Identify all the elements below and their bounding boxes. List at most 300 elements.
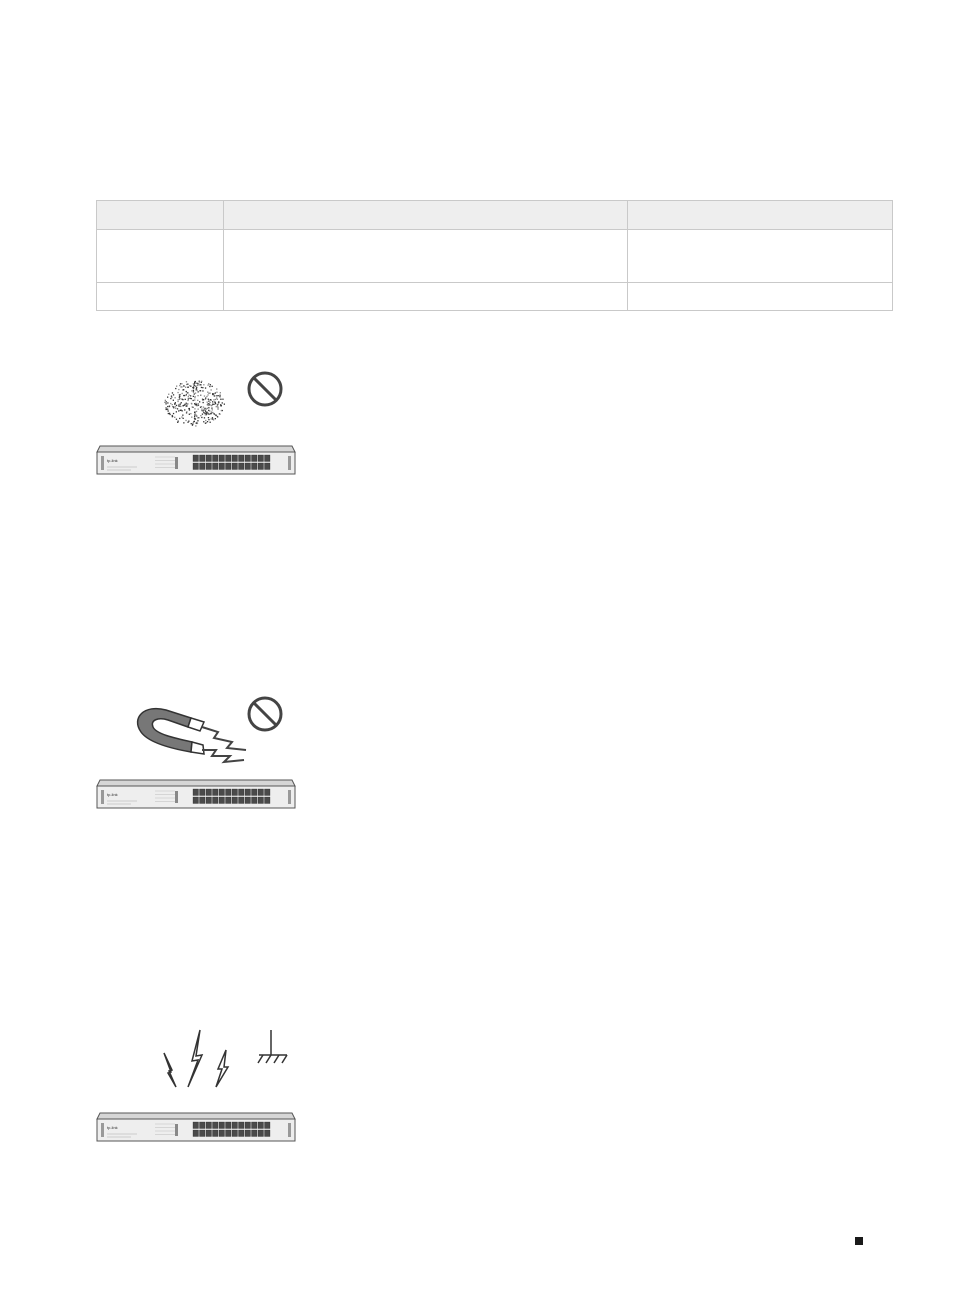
ethernet-port: [239, 455, 245, 462]
dust-particle: [180, 406, 181, 407]
dust-particle: [200, 395, 201, 396]
dust-particle: [166, 409, 167, 410]
dust-particle: [179, 398, 180, 399]
dust-particle: [199, 381, 200, 382]
dust-particle: [203, 410, 204, 411]
dust-particle: [198, 391, 199, 392]
dust-particle: [224, 404, 225, 405]
dust-particle: [183, 418, 184, 419]
dust-particle: [212, 401, 213, 402]
dust-particle: [209, 402, 210, 403]
dust-particle: [209, 386, 210, 387]
dust-particle: [203, 399, 204, 400]
dust-particle: [177, 422, 178, 423]
dust-particle: [193, 390, 194, 391]
ethernet-port: [265, 1122, 271, 1129]
dust-particle: [172, 415, 173, 416]
dust-particle: [203, 384, 204, 385]
table-header-cell: [628, 201, 893, 230]
dust-particle: [201, 410, 202, 411]
dust-particle: [210, 384, 211, 385]
dust-particle: [196, 388, 197, 389]
dust-particle: [194, 381, 195, 382]
ethernet-port: [232, 463, 238, 470]
dust-particle: [204, 417, 205, 418]
dust-particle: [191, 423, 192, 424]
dust-particle: [205, 410, 206, 411]
table-cell: [628, 283, 893, 311]
dust-warning-illustration: [96, 360, 296, 480]
ethernet-port: [219, 463, 225, 470]
table-cell: [97, 283, 224, 311]
dust-particle: [172, 392, 173, 393]
dust-particle: [173, 413, 174, 414]
dust-particle: [194, 412, 195, 413]
dust-particle: [208, 399, 209, 400]
ground-symbol-icon: [258, 1030, 287, 1063]
ethernet-port: [265, 789, 271, 796]
dust-particle: [182, 393, 183, 394]
ethernet-port: [206, 463, 212, 470]
ethernet-port: [193, 797, 199, 804]
dust-particle: [222, 402, 223, 403]
dust-particle: [175, 408, 176, 409]
ethernet-port: [258, 797, 264, 804]
dust-particle: [213, 419, 214, 420]
dust-particle: [194, 403, 195, 404]
dust-particle: [173, 394, 174, 395]
dust-particle: [202, 387, 203, 388]
dust-particle: [167, 406, 168, 407]
dust-particle: [172, 406, 173, 407]
dust-particle: [176, 419, 177, 420]
dust-particle: [219, 414, 220, 415]
dust-particle: [217, 409, 218, 410]
dust-particle: [193, 391, 194, 392]
dust-particle: [183, 385, 184, 386]
dust-particle: [197, 395, 198, 396]
dust-particle: [221, 410, 222, 411]
dust-particle: [189, 409, 190, 410]
ethernet-port: [232, 1122, 238, 1129]
dust-particle: [175, 397, 176, 398]
dust-particle: [194, 416, 195, 417]
dust-particle: [211, 389, 212, 390]
ethernet-port: [200, 1122, 206, 1129]
dust-particle: [194, 397, 195, 398]
ethernet-port: [226, 455, 232, 462]
dust-particle: [183, 405, 184, 406]
dust-particle: [185, 387, 186, 388]
dust-particle: [179, 385, 180, 386]
dust-particle: [218, 395, 219, 396]
ethernet-port: [206, 797, 212, 804]
table-row: [97, 230, 893, 283]
lightning-grounding-illustration: [96, 1025, 296, 1145]
dust-particle: [182, 410, 183, 411]
brand-logo: tp-link: [107, 792, 118, 797]
magnetic-field-icon: [202, 727, 246, 762]
dust-particle: [196, 411, 197, 412]
dust-particle: [216, 406, 217, 407]
dust-particle: [197, 405, 198, 406]
dust-particle: [214, 395, 215, 396]
dust-particle: [183, 422, 184, 423]
dust-particle: [201, 409, 202, 410]
ethernet-port: [258, 789, 264, 796]
dust-particle: [207, 408, 208, 409]
ethernet-port: [239, 797, 245, 804]
dust-particle: [201, 417, 202, 418]
dust-particle: [187, 384, 188, 385]
dust-particle: [170, 403, 171, 404]
ethernet-port: [226, 1130, 232, 1137]
dust-particle: [199, 384, 200, 385]
dust-particle: [220, 392, 221, 393]
dust-particle: [198, 409, 199, 410]
dust-particle: [191, 390, 192, 391]
ethernet-port: [258, 463, 264, 470]
table-cell: [97, 230, 224, 283]
dust-particle: [190, 395, 191, 396]
ethernet-port: [226, 463, 232, 470]
dust-particle: [193, 422, 194, 423]
dust-particle: [165, 407, 166, 408]
dust-particle: [196, 423, 197, 424]
dust-particle: [216, 397, 217, 398]
dust-particle: [198, 403, 199, 404]
dust-particle: [197, 400, 198, 401]
ethernet-port: [265, 455, 271, 462]
dust-particles-icon: [164, 381, 225, 427]
dust-particle: [184, 404, 185, 405]
ethernet-port: [226, 797, 232, 804]
dust-particle: [192, 406, 193, 407]
ethernet-port: [219, 797, 225, 804]
dust-particle: [191, 417, 192, 418]
magnet-icon: [138, 709, 204, 754]
ethernet-port: [245, 789, 251, 796]
ethernet-port: [245, 1122, 251, 1129]
dust-particle: [195, 393, 196, 394]
table-cell: [628, 230, 893, 283]
dust-particle: [194, 393, 195, 394]
dust-particle: [187, 400, 188, 401]
dust-particle: [208, 383, 209, 384]
dust-particle: [205, 423, 206, 424]
dust-particle: [207, 413, 208, 414]
dust-particle: [188, 408, 189, 409]
dust-particle: [206, 412, 207, 413]
ethernet-port: [219, 1122, 225, 1129]
dust-particle: [213, 399, 214, 400]
dust-particle: [212, 417, 213, 418]
dust-particle: [182, 399, 183, 400]
spec-table: [96, 200, 893, 311]
ethernet-port: [252, 797, 258, 804]
dust-particle: [178, 410, 179, 411]
ethernet-port: [232, 1130, 238, 1137]
dust-particle: [190, 386, 191, 387]
dust-particle: [170, 398, 171, 399]
dust-particle: [213, 404, 214, 405]
ethernet-port: [193, 463, 199, 470]
table-header-cell: [224, 201, 628, 230]
dust-particle: [202, 390, 203, 391]
ethernet-port: [200, 789, 206, 796]
ethernet-port: [213, 463, 219, 470]
dust-particle: [194, 408, 195, 409]
dust-particle: [217, 416, 218, 417]
dust-particle: [216, 395, 217, 396]
dust-particle: [186, 381, 187, 382]
dust-particle: [175, 402, 176, 403]
table-row: [97, 283, 893, 311]
dust-particle: [209, 404, 210, 405]
ethernet-port: [226, 789, 232, 796]
dust-particle: [176, 411, 177, 412]
dust-particle: [174, 403, 175, 404]
dust-particle: [194, 421, 195, 422]
dust-particle: [205, 420, 206, 421]
ethernet-port: [239, 1122, 245, 1129]
dust-particle: [205, 414, 206, 415]
dust-particle: [182, 415, 183, 416]
dust-particle: [212, 386, 213, 387]
dust-particle: [177, 408, 178, 409]
dust-particle: [201, 381, 202, 382]
dust-particle: [216, 392, 217, 393]
network-switch-icon: [97, 446, 295, 474]
ethernet-port: [206, 789, 212, 796]
dust-particle: [205, 387, 206, 388]
dust-particle: [203, 407, 204, 408]
dust-particle: [196, 387, 197, 388]
dust-particle: [173, 400, 174, 401]
dust-particle: [212, 394, 213, 395]
brand-logo: tp-link: [107, 1125, 118, 1130]
dust-particle: [212, 409, 213, 410]
ethernet-port: [258, 1130, 264, 1137]
dust-particle: [219, 395, 220, 396]
ethernet-port: [213, 1122, 219, 1129]
dust-particle: [171, 396, 172, 397]
dust-particle: [209, 414, 210, 415]
ethernet-port: [252, 1130, 258, 1137]
ethernet-port: [245, 463, 251, 470]
dust-particle: [203, 402, 204, 403]
dust-particle: [171, 397, 172, 398]
dust-particle: [187, 392, 188, 393]
dust-particle: [209, 410, 210, 411]
dust-particle: [217, 407, 218, 408]
ethernet-port: [265, 463, 271, 470]
dust-particle: [186, 411, 187, 412]
ethernet-port: [232, 789, 238, 796]
dust-particle: [217, 399, 218, 400]
dust-particle: [189, 414, 190, 415]
dust-particle: [180, 394, 181, 395]
dust-particle: [186, 391, 187, 392]
ethernet-port: [258, 455, 264, 462]
dust-particle: [200, 415, 201, 416]
table-cell: [224, 283, 628, 311]
dust-particle: [166, 401, 167, 402]
dust-particle: [202, 414, 203, 415]
dust-particle: [193, 396, 194, 397]
ethernet-port: [226, 1122, 232, 1129]
dust-particle: [180, 410, 181, 411]
dust-particle: [169, 406, 170, 407]
dust-particle: [195, 425, 196, 426]
ethernet-port: [193, 1130, 199, 1137]
table-cell: [224, 230, 628, 283]
ethernet-port: [206, 455, 212, 462]
ethernet-port: [252, 463, 258, 470]
dust-particle: [168, 413, 169, 414]
dust-particle: [177, 392, 178, 393]
network-switch-icon: [97, 780, 295, 808]
dust-particle: [208, 417, 209, 418]
dust-particle: [167, 402, 168, 403]
dust-particle: [185, 399, 186, 400]
dust-particle: [189, 395, 190, 396]
dust-particle: [209, 393, 210, 394]
dust-particle: [195, 386, 196, 387]
dust-particle: [178, 404, 179, 405]
dust-particle: [172, 404, 173, 405]
dust-particle: [214, 401, 215, 402]
ethernet-port: [239, 789, 245, 796]
dust-particle: [184, 409, 185, 410]
dust-particle: [188, 398, 189, 399]
dust-particle: [194, 399, 195, 400]
dust-particle: [194, 419, 195, 420]
dust-particle: [200, 390, 201, 391]
dust-particle: [183, 389, 184, 390]
dust-particle: [180, 383, 181, 384]
dust-particle: [186, 405, 187, 406]
dust-particle: [208, 401, 209, 402]
dust-particle: [208, 407, 209, 408]
dust-particle: [207, 385, 208, 386]
ethernet-port: [252, 455, 258, 462]
dust-particle: [203, 421, 204, 422]
dust-particle: [207, 402, 208, 403]
ethernet-port: [193, 789, 199, 796]
dust-particle: [195, 414, 196, 415]
ethernet-port: [245, 455, 251, 462]
ethernet-port: [232, 455, 238, 462]
ethernet-port: [252, 1122, 258, 1129]
dust-particle: [197, 420, 198, 421]
dust-particle: [197, 417, 198, 418]
dust-particle: [180, 386, 181, 387]
page-marker: [855, 1237, 863, 1245]
ethernet-port: [265, 797, 271, 804]
brand-logo: tp-link: [107, 458, 118, 463]
ethernet-port: [258, 1122, 264, 1129]
dust-particle: [168, 394, 169, 395]
ethernet-port: [193, 455, 199, 462]
ethernet-port: [213, 455, 219, 462]
ethernet-port: [213, 797, 219, 804]
dust-particle: [188, 396, 189, 397]
ethernet-port: [252, 789, 258, 796]
dust-particle: [206, 396, 207, 397]
dust-particle: [204, 395, 205, 396]
dust-particle: [193, 383, 194, 384]
dust-particle: [186, 394, 187, 395]
dust-particle: [208, 405, 209, 406]
dust-particle: [194, 384, 195, 385]
ethernet-port: [200, 1130, 206, 1137]
prohibited-icon: [249, 373, 281, 405]
dust-particle: [165, 400, 166, 401]
dust-particle: [192, 425, 193, 426]
ethernet-port: [200, 463, 206, 470]
ethernet-port: [245, 1130, 251, 1137]
dust-particle: [198, 383, 199, 384]
dust-particle: [181, 402, 182, 403]
ethernet-port: [219, 1130, 225, 1137]
dust-particle: [175, 388, 176, 389]
dust-particle: [203, 412, 204, 413]
dust-particle: [186, 404, 187, 405]
table-header-cell: [97, 201, 224, 230]
dust-particle: [175, 406, 176, 407]
dust-particle: [222, 399, 223, 400]
dust-particle: [211, 413, 212, 414]
dust-particle: [207, 394, 208, 395]
dust-particle: [165, 403, 166, 404]
dust-particle: [201, 387, 202, 388]
dust-particle: [210, 422, 211, 423]
dust-particle: [167, 397, 168, 398]
dust-particle: [181, 416, 182, 417]
dust-particle: [191, 398, 192, 399]
dust-particle: [174, 417, 175, 418]
dust-particle: [168, 410, 169, 411]
dust-particle: [210, 399, 211, 400]
ethernet-port: [213, 1130, 219, 1137]
dust-particle: [178, 405, 179, 406]
dust-particle: [179, 418, 180, 419]
dust-particle: [191, 403, 192, 404]
dust-particle: [211, 405, 212, 406]
dust-particle: [218, 401, 219, 402]
prohibited-icon: [249, 698, 281, 730]
dust-particle: [176, 405, 177, 406]
dust-particle: [200, 384, 201, 385]
dust-particle: [217, 404, 218, 405]
ethernet-port: [239, 1130, 245, 1137]
dust-particle: [204, 413, 205, 414]
dust-particle: [205, 397, 206, 398]
dust-particle: [192, 387, 193, 388]
dust-particle: [190, 413, 191, 414]
ethernet-port: [200, 455, 206, 462]
dust-particle: [180, 404, 181, 405]
ethernet-port: [200, 797, 206, 804]
dust-particle: [220, 399, 221, 400]
dust-particle: [169, 413, 170, 414]
dust-particle: [193, 400, 194, 401]
dust-particle: [178, 399, 179, 400]
dust-particle: [219, 396, 220, 397]
ethernet-port: [265, 1130, 271, 1137]
dust-particle: [176, 386, 177, 387]
